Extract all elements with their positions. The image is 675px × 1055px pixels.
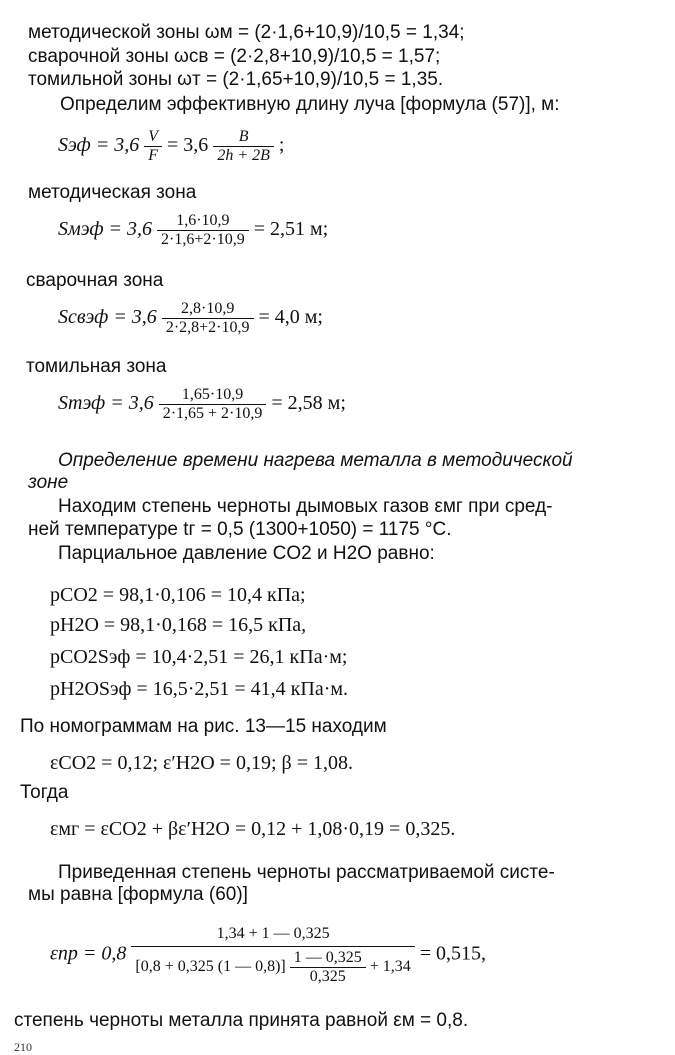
text-line: сварочной зоны ωсв = (2·2,8+10,9)/10,5 = 1,57; (28, 46, 441, 67)
formula-eps-pr (50, 924, 486, 986)
fraction-num: 2,8·10,9 (180, 300, 235, 317)
text-line: мы равна [формула (60)] (28, 884, 248, 905)
den-part-a: [0,8 + 0,325 (1 — 0,8)] (135, 958, 286, 976)
formula-mid: = 3,6 (167, 134, 209, 157)
fraction-den: 2·2,8+2·10,9 (162, 318, 254, 337)
fraction-num: 1,6·10,9 (176, 212, 230, 229)
fraction-den: 2·1,65 + 2·10,9 (159, 404, 267, 423)
zone-label: томильная зона (26, 356, 167, 377)
fraction-b (213, 128, 274, 165)
formula-line: pCO2Sэф = 10,4·2,51 = 26,1 кПа·м; (50, 646, 348, 668)
fraction-v-f (144, 128, 162, 165)
formula-s-soak (58, 386, 346, 423)
fraction-den: 0,325 (290, 967, 366, 986)
formula-line: pH2O = 98,1·0,168 = 16,5 кПа, (50, 614, 307, 636)
formula-rhs: = 0,515, (419, 942, 487, 965)
formula-rhs: = 2,51 м; (253, 218, 329, 241)
zone-label: методическая зона (28, 182, 197, 203)
text-line: Парциальное давление CO2 и H2O равно: (58, 543, 435, 564)
fraction (162, 300, 254, 337)
formula-s-eff (58, 128, 284, 165)
formula-rhs: = 4,0 м; (258, 306, 323, 329)
text-line: Приведенная степень черноты рассматриваемой систе- (58, 862, 555, 883)
fraction-num: 1 — 0,325 (293, 949, 362, 966)
fraction-den: F (144, 146, 162, 165)
fraction-num: 1,34 + 1 — 0,325 (216, 925, 330, 942)
formula-lhs: Sтэф = 3,6 (58, 392, 154, 415)
fraction-den: 2h + 2B (213, 146, 274, 165)
section-heading: зоне (28, 472, 69, 493)
text-line: томильной зоны ωт = (2·1,65+10,9)/10,5 = 1,35. (28, 69, 444, 90)
formula-lhs: Sмэф = 3,6 (58, 218, 153, 241)
fraction-num: B (238, 128, 249, 145)
fraction (157, 212, 249, 249)
fraction-den (131, 946, 414, 986)
fraction-num: V (148, 128, 159, 145)
fraction-den: 2·1,6+2·10,9 (157, 230, 249, 249)
formula-line: εCO2 = 0,12; ε′H2O = 0,19; β = 1,08. (50, 752, 353, 774)
text-line: По номограммам на рис. 13—15 находим (20, 716, 387, 737)
zone-label: сварочная зона (26, 270, 164, 291)
formula-lhs: Sсвэф = 3,6 (58, 306, 157, 329)
formula-line: εмг = εCO2 + βε′H2O = 0,12 + 1,08·0,19 = 0,325. (50, 818, 456, 840)
formula-rhs: = 2,58 м; (271, 392, 346, 415)
text-line: степень черноты металла принята равной εм = 0,8. (14, 1010, 469, 1031)
text-line: Находим степень черноты дымовых газов εмг при сред- (58, 496, 553, 517)
formula-line: pH2OSэф = 16,5·2,51 = 41,4 кПа·м. (50, 678, 349, 700)
text-line: методической зоны ωм = (2·1,6+10,9)/10,5 = 1,34; (28, 22, 465, 43)
section-heading: Определение времени нагрева металла в методической (58, 450, 573, 471)
formula-lhs: εпр = 0,8 (50, 942, 127, 965)
formula-line: pCO2 = 98,1·0,106 = 10,4 кПа; (50, 584, 306, 606)
text-line: Определим эффективную длину луча [формула (57)], м: (60, 94, 560, 115)
fraction-main (131, 924, 414, 986)
formula-s-method (58, 212, 328, 249)
formula-s-weld (58, 300, 323, 337)
fraction-num: 1,65·10,9 (181, 386, 244, 403)
formula-lhs: Sэф = 3,6 (58, 134, 140, 157)
den-part-b: + 1,34 (369, 958, 411, 976)
page-number: 210 (14, 1040, 32, 1054)
fraction (159, 386, 267, 423)
fraction-inner (290, 949, 366, 986)
text-line: ней температуре tг = 0,5 (1300+1050) = 1175 °С. (28, 519, 452, 540)
text-line: Тогда (20, 782, 69, 803)
formula-end: ; (278, 134, 285, 157)
